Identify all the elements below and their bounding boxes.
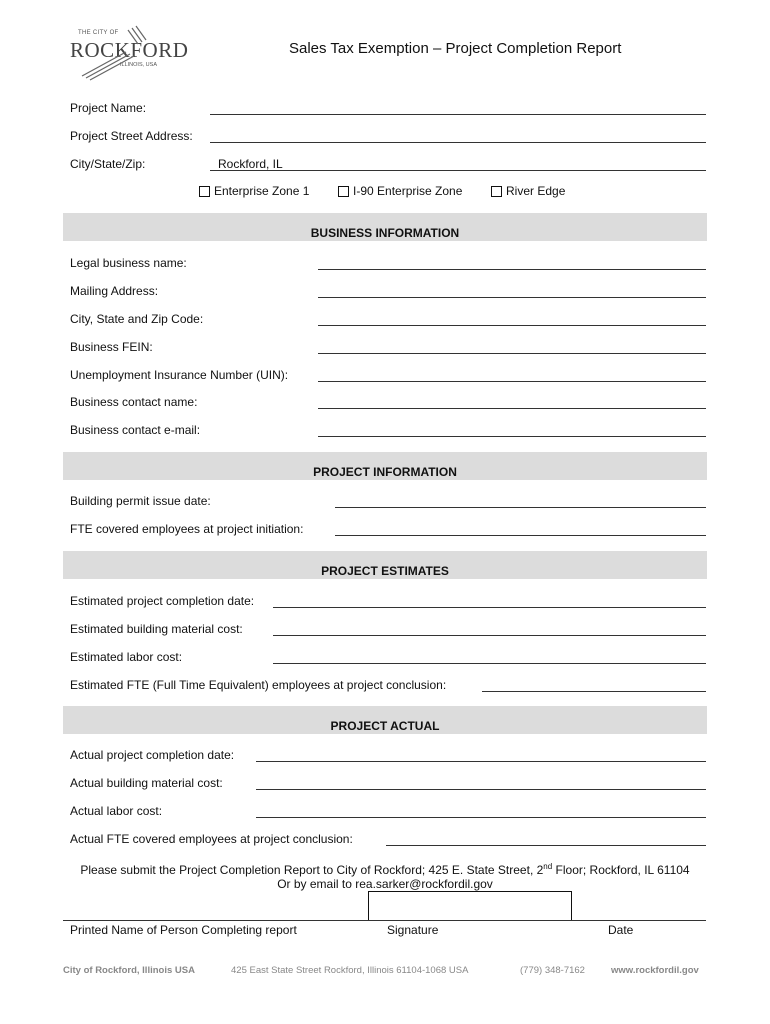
business-field-label: City, State and Zip Code: xyxy=(70,312,204,326)
checkbox-square[interactable] xyxy=(491,186,502,197)
date-label: Date xyxy=(608,923,634,937)
business-field-label: Business contact name: xyxy=(70,395,198,409)
checkbox-square[interactable] xyxy=(199,186,210,197)
business-field-line[interactable] xyxy=(318,381,706,382)
business-field-line[interactable] xyxy=(318,269,706,270)
estimate-label: Estimated FTE (Full Time Equivalent) employees at project conclusion: xyxy=(70,678,447,692)
business-field-label: Mailing Address: xyxy=(70,284,159,298)
project-address-field[interactable] xyxy=(210,142,706,143)
checkbox-label: I-90 Enterprise Zone xyxy=(353,184,463,198)
logo-small-text: THE CITY OF xyxy=(78,30,119,36)
logo-swoosh-icon xyxy=(68,22,178,82)
project-info-line[interactable] xyxy=(335,535,706,536)
signature-line[interactable] xyxy=(63,920,706,921)
business-field-line[interactable] xyxy=(318,436,706,437)
actual-label: Actual project completion date: xyxy=(70,748,235,762)
estimate-label: Estimated labor cost: xyxy=(70,650,183,664)
business-field-label: Unemployment Insurance Number (UIN): xyxy=(70,368,289,382)
rockford-logo xyxy=(68,22,189,82)
estimate-line[interactable] xyxy=(273,663,706,664)
estimate-line[interactable] xyxy=(482,691,706,692)
business-field-label: Legal business name: xyxy=(70,256,187,270)
actual-line[interactable] xyxy=(256,761,706,762)
submit-line1-b: Floor; Rockford, IL 61104 xyxy=(552,863,690,877)
business-field-line[interactable] xyxy=(318,353,706,354)
project-address-label: Project Street Address: xyxy=(70,129,193,143)
submit-line1-a: Please submit the Project Completion Report to City of Rockford; 425 E. State Street, 2 xyxy=(80,863,544,877)
city-field[interactable] xyxy=(210,170,706,171)
estimate-label: Estimated building material cost: xyxy=(70,622,243,636)
page-title: Sales Tax Exemption – Project Completion Report xyxy=(289,40,622,57)
estimate-line[interactable] xyxy=(273,635,706,636)
signature-box[interactable] xyxy=(368,891,572,921)
footer-web[interactable]: www.rockfordil.gov xyxy=(611,965,699,976)
project-name-label: Project Name: xyxy=(70,101,147,115)
actual-label: Actual FTE covered employees at project conclusion: xyxy=(70,832,353,846)
section-project-actual: PROJECT ACTUAL xyxy=(63,706,707,734)
project-info-line[interactable] xyxy=(335,507,706,508)
checkbox-square[interactable] xyxy=(338,186,349,197)
footer-address: 425 East State Street Rockford, Illinois 61104-1068 USA xyxy=(231,965,469,976)
city-label: City/State/Zip: xyxy=(70,157,146,171)
submit-email: Or by email to rea.sarker@rockfordil.gov xyxy=(277,877,493,891)
logo-sub-text: ILLINOIS, USA xyxy=(120,62,157,68)
actual-line[interactable] xyxy=(256,789,706,790)
project-name-field[interactable] xyxy=(210,114,706,115)
actual-line[interactable] xyxy=(256,817,706,818)
logo-big-text: ROCKFORD xyxy=(70,38,189,62)
submit-line1-sup: nd xyxy=(543,862,553,871)
checkbox-i90-enterprise-zone[interactable] xyxy=(338,184,462,198)
printed-name-label: Printed Name of Person Completing report xyxy=(70,923,297,937)
footer-org: City of Rockford, Illinois USA xyxy=(63,965,195,976)
business-field-label: Business FEIN: xyxy=(70,340,153,354)
city-value: Rockford, IL xyxy=(218,157,283,171)
business-field-line[interactable] xyxy=(318,408,706,409)
section-business-information: BUSINESS INFORMATION xyxy=(63,213,707,241)
project-info-label: Building permit issue date: xyxy=(70,494,211,508)
project-info-label: FTE covered employees at project initiation: xyxy=(70,522,304,536)
business-field-line[interactable] xyxy=(318,297,706,298)
business-field-label: Business contact e-mail: xyxy=(70,423,201,437)
estimate-line[interactable] xyxy=(273,607,706,608)
actual-label: Actual labor cost: xyxy=(70,804,163,818)
actual-line[interactable] xyxy=(386,845,706,846)
actual-label: Actual building material cost: xyxy=(70,776,223,790)
business-field-line[interactable] xyxy=(318,325,706,326)
checkbox-label: Enterprise Zone 1 xyxy=(214,184,310,198)
signature-label: Signature xyxy=(387,923,439,937)
footer-phone: (779) 348-7162 xyxy=(520,965,585,976)
submit-instructions xyxy=(0,862,770,877)
section-project-information: PROJECT INFORMATION xyxy=(63,452,707,480)
checkbox-enterprise-zone-1[interactable] xyxy=(199,184,309,198)
checkbox-label: River Edge xyxy=(506,184,566,198)
checkbox-river-edge[interactable] xyxy=(491,184,565,198)
section-project-estimates: PROJECT ESTIMATES xyxy=(63,551,707,579)
estimate-label: Estimated project completion date: xyxy=(70,594,255,608)
